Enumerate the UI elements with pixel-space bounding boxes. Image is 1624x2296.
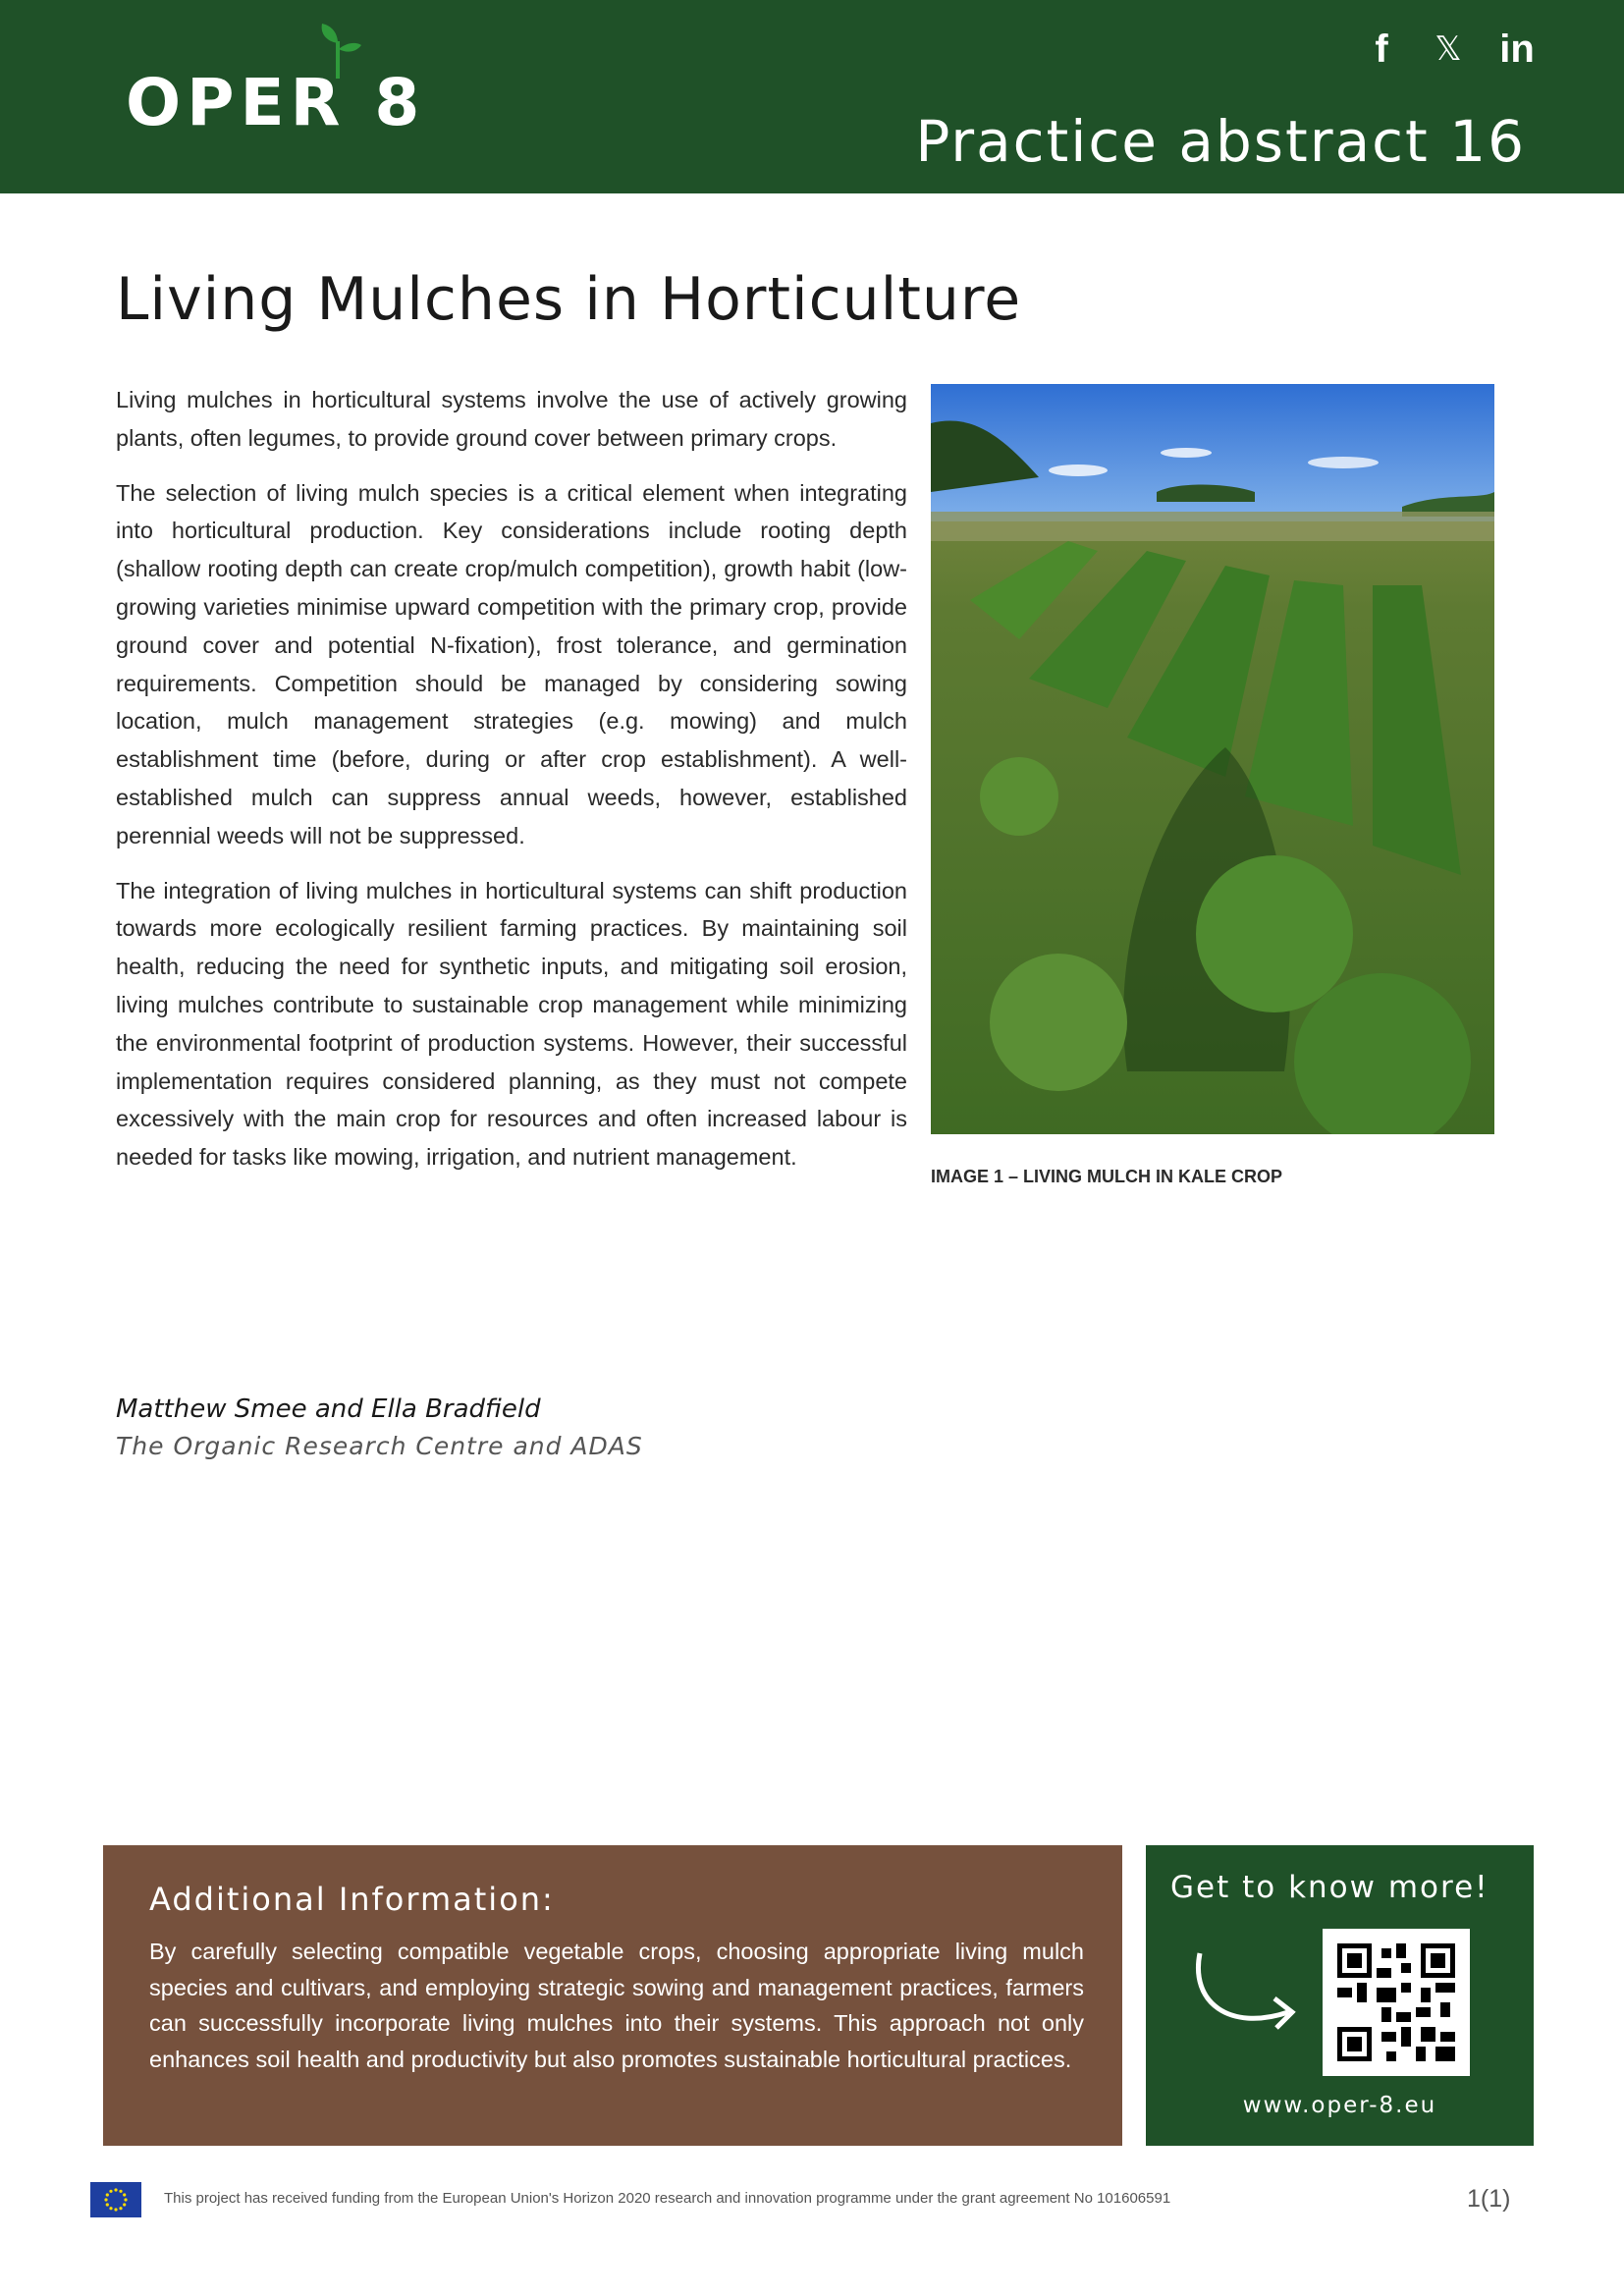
know-more-box xyxy=(1146,1845,1534,2146)
linkedin-icon[interactable]: in xyxy=(1499,27,1535,71)
eu-flag-icon xyxy=(90,2182,141,2217)
logo-text: OPER 8 xyxy=(126,65,426,140)
sprout-icon xyxy=(316,20,365,79)
page-title: Living Mulches in Horticulture xyxy=(116,265,1022,334)
kale-field-photo xyxy=(931,384,1494,1134)
x-twitter-icon[interactable]: 𝕏 xyxy=(1435,30,1462,68)
additional-information-box xyxy=(103,1845,1122,2146)
curved-arrow-icon xyxy=(1190,1943,1308,2051)
organisations: The Organic Research Centre and ADAS xyxy=(116,1432,643,1460)
image-caption: IMAGE 1 – LIVING MULCH IN KALE CROP xyxy=(931,1167,1283,1186)
paragraph: The integration of living mulches in horticultural systems can shift production towards more ecologically resilient farming practices. By maintaining soil health, reducing the need for synthetic inputs, and mitigating soil erosion, living mulches contribute to sustainable crop management while minimizing the environmental footprint of production systems. However, their successful implementation requires considered planning, as they must not compete excessively with the main crop for resources and often increased labour is needed for tasks like mowing, irrigation, and nutrient management. xyxy=(116,877,907,1171)
body-text xyxy=(116,381,907,1193)
paragraph: The selection of living mulch species is a critical element when integrating into horticultural production. Key considerations include rooting depth (shallow rooting depth can create crop/mulch competition), growth habit (low-growing varieties minimise upward competition with the primary crop, provide ground cover and potential N-fixation), frost tolerance, and germination requirements. Competition should be managed by considering sowing location, mulch management strategies (e.g. mowing) and mulch establishment time (before, during or after crop establishment). A well-established mulch can suppress annual weeds, however, established perennial weeds will not be suppressed. xyxy=(116,479,907,848)
page-header xyxy=(0,0,1624,193)
page-number: 1(1) xyxy=(1467,2185,1511,2213)
know-more-title: Get to know more! xyxy=(1170,1870,1489,1905)
funding-statement: This project has received funding from the European Union's Horizon 2020 research and innovation programme under the grant agreement No 101606591 xyxy=(164,2190,1171,2207)
additional-information-title: Additional Information: xyxy=(149,1881,555,1918)
facebook-icon[interactable]: f xyxy=(1375,27,1388,71)
authors: Matthew Smee and Ella Bradfield xyxy=(116,1394,541,1424)
oper8-logo[interactable] xyxy=(126,59,425,147)
qr-code[interactable] xyxy=(1323,1929,1470,2076)
website-link[interactable]: www.oper-8.eu xyxy=(1242,2093,1437,2118)
paragraph: Living mulches in horticultural systems involve the use of actively growing plants, often legumes, to provide ground cover between primary crops. xyxy=(116,387,907,451)
practice-abstract-label: Practice abstract 16 xyxy=(915,108,1526,175)
additional-information-text: By carefully selecting compatible vegetable crops, choosing appropriate living mulch species and cultivars, and employing strategic sowing and management practices, farmers can successfully incorporate living mulches into their systems. This approach not only enhances soil health and productivity but also promotes sustainable horticultural practices. xyxy=(149,1939,1084,2072)
